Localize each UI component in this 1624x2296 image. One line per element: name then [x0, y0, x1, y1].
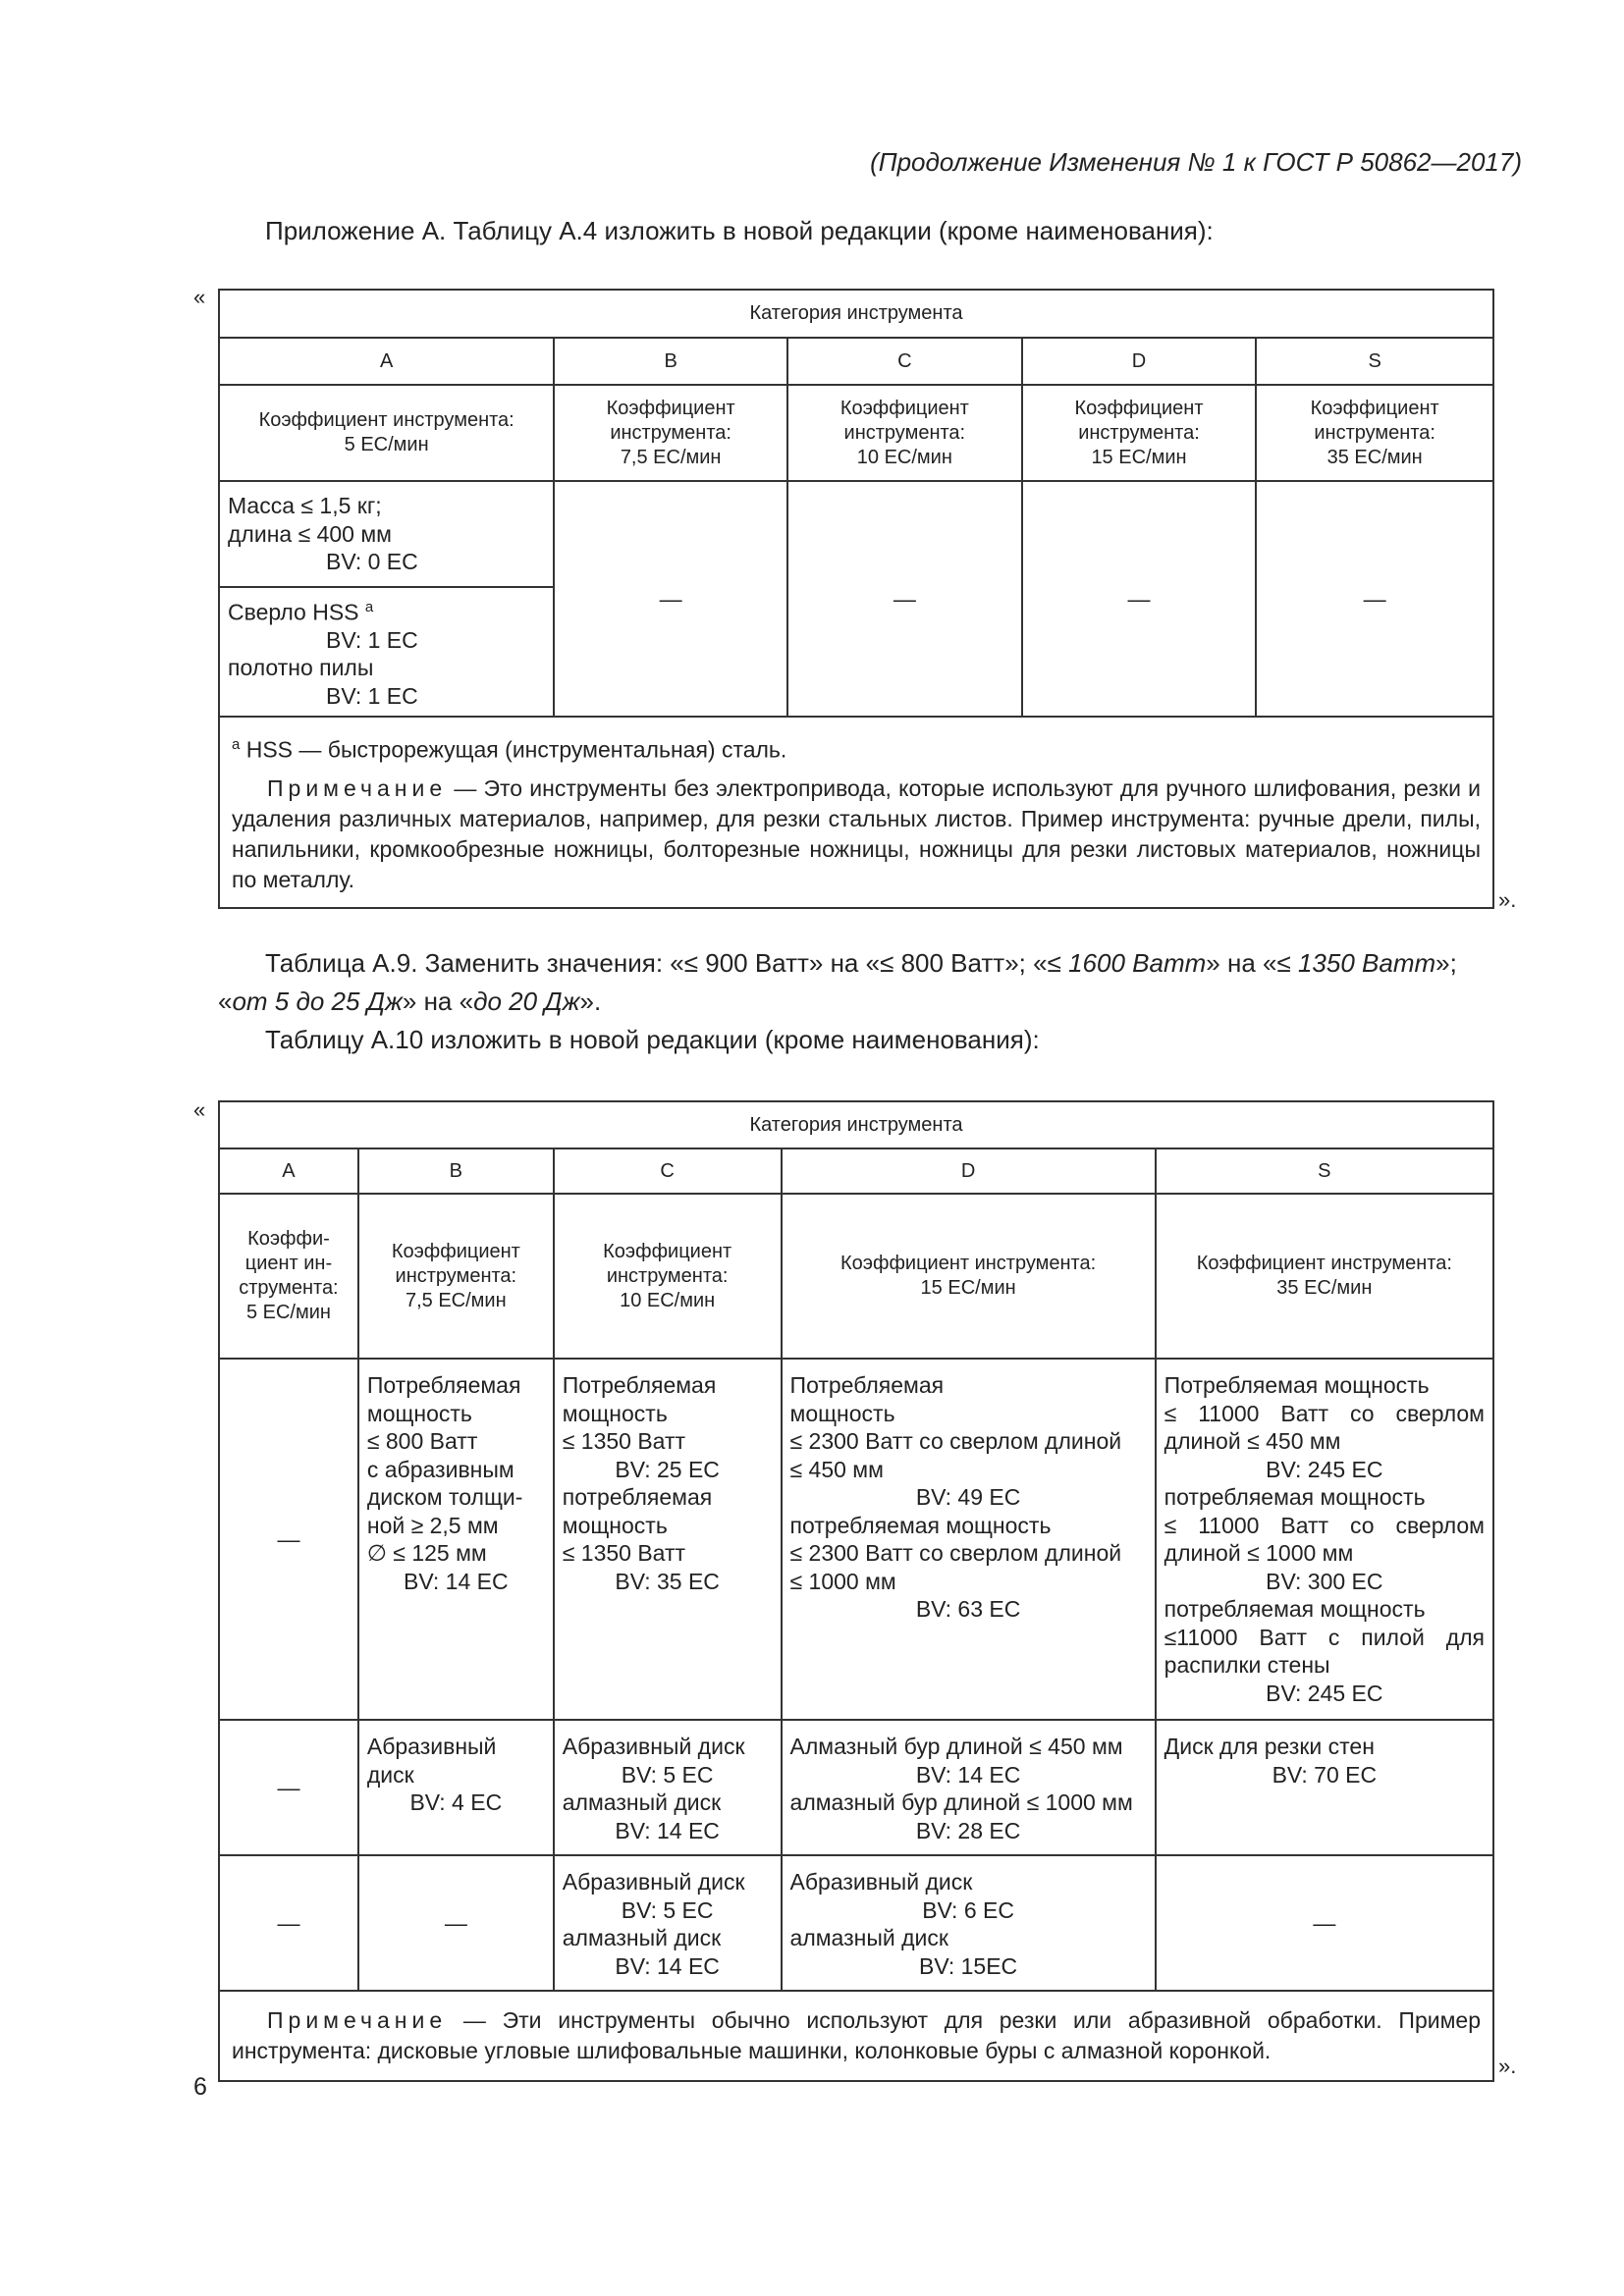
- table-a10-r1-d: [782, 1359, 1156, 1720]
- a9-text-1: Таблица А.9. Заменить значения: «≤ 900 Ватт» на «≤ 800 Ватт»; «: [265, 948, 1048, 978]
- a9-italic-2: ≤ 1350 Ватт: [1276, 948, 1436, 978]
- open-quote: «: [193, 285, 206, 309]
- table-a10-coef-c: Коэффициент инструмента: 10 ЕС/мин: [554, 1194, 782, 1359]
- table-a10-coef-b: Коэффициент инструмента: 7,5 ЕС/мин: [358, 1194, 554, 1359]
- table-a4-dash-d: —: [1022, 481, 1257, 717]
- table-a10-col-s: S: [1156, 1148, 1493, 1194]
- a9-text-2: » на «: [1206, 948, 1277, 978]
- a9-italic-1: ≤ 1600 Ватт: [1047, 948, 1207, 978]
- table-a4-col-s: S: [1256, 338, 1493, 385]
- cell-bv: BV: 14 ЕС: [615, 1817, 720, 1843]
- cell-bv: BV: 245 ЕС: [1266, 1456, 1383, 1482]
- row1-line1: Масса ≤ 1,5 кг;: [228, 493, 382, 519]
- cell-bv: BV: 49 ЕС: [915, 1484, 1021, 1510]
- table-a10-r3-c: [554, 1855, 782, 1991]
- cell-line: Потребляемая: [562, 1372, 717, 1398]
- table-a4-dash-b: —: [554, 481, 787, 717]
- note-text-2: — Эти инструменты обычно используют для резки или абразивной обработки. Пример инструмента: дисковые угловые шлифовальные машинки, колонковые буры с алмазной коронкой.: [232, 2007, 1481, 2063]
- table-a10: [218, 1100, 1494, 2082]
- cell-line: алмазный диск: [562, 1925, 722, 1950]
- table-a10-r2-b: [358, 1720, 554, 1855]
- table-a4-row2-a: [219, 587, 554, 717]
- cell-line: Абразивный диск: [562, 1734, 745, 1759]
- table-a10-r2-d: [782, 1720, 1156, 1855]
- table-a10-col-d: D: [782, 1148, 1156, 1194]
- table-a4-coef-c: Коэффициент инструмента: 10 ЕС/мин: [787, 385, 1022, 481]
- cell-line: мощность: [562, 1512, 668, 1538]
- table-a10-col-b: B: [358, 1148, 554, 1194]
- cell-line: ≤ 1000 мм: [789, 1568, 896, 1594]
- cell-line: диск: [366, 1761, 414, 1788]
- cell-line: алмазный диск: [789, 1925, 948, 1950]
- open-quote-2: «: [193, 1097, 206, 1122]
- table-a4-coef-d: Коэффициент инструмента: 15 ЕС/мин: [1022, 385, 1257, 481]
- table-a10-note: [219, 1991, 1493, 2081]
- cell-line: ≤ 2300 Ватт со сверлом длиной: [789, 1540, 1122, 1566]
- a9-italic-3: от 5 до 25 Дж: [232, 987, 403, 1016]
- cell-line: мощность: [366, 1400, 472, 1426]
- cell-bv: BV: 4 ЕС: [409, 1789, 503, 1815]
- table-a10-r1-a: —: [219, 1359, 358, 1720]
- cell-line: алмазный диск: [562, 1789, 722, 1815]
- cell-line: Потребляемая: [366, 1372, 521, 1398]
- page-number: 6: [193, 2073, 207, 2101]
- cell-line: Потребляемая мощность: [1164, 1372, 1430, 1398]
- row2-line1: Сверло HSS: [228, 599, 359, 625]
- table-a10-col-c: C: [554, 1148, 782, 1194]
- table-a4-coef-s: Коэффициент инструмента: 35 ЕС/мин: [1256, 385, 1493, 481]
- cell-line: Абразивный: [366, 1734, 497, 1759]
- cell-bv: BV: 14 ЕС: [615, 1952, 720, 1979]
- cell-line: мощность: [562, 1400, 668, 1426]
- cell-line: с абразивным: [366, 1456, 514, 1482]
- note-text: — Это инструменты без электропривода, которые используют для ручного шлифования, резки и удаления различных материалов, например, для резки стальных листов. Пример инструмента: ручные дрели, пилы, напильники, кромкообрезные ножницы, болторезные ножницы, ножницы для резки листовых материалов, ножницы по металлу.: [232, 774, 1481, 892]
- table-a10-coef-a: Коэффи- циент ин- струмента: 5 ЕС/мин: [219, 1194, 358, 1359]
- cell-bv: BV: 6 ЕС: [922, 1896, 1014, 1923]
- table-a10-r1-b: [358, 1359, 554, 1720]
- a9-text-3: »;: [1435, 948, 1457, 978]
- cell-bv: BV: 5 ЕС: [621, 1761, 714, 1788]
- table-a10-coef-d: Коэффициент инструмента: 15 ЕС/мин: [782, 1194, 1156, 1359]
- table-a10-r1-s: [1156, 1359, 1493, 1720]
- table-a10-r3-a: —: [219, 1855, 358, 1991]
- a9-line-2: [218, 983, 1529, 1021]
- a9-italic-4: до 20 Дж: [473, 987, 580, 1016]
- note-label: Примечание: [267, 774, 448, 801]
- cell-line: ≤ 1350 Ватт: [562, 1428, 686, 1454]
- table-a9-paragraph: [218, 944, 1529, 1021]
- cell-bv: BV: 15ЕС: [919, 1952, 1018, 1979]
- table-a4-coef-b: Коэффициент инструмента: 7,5 ЕС/мин: [554, 385, 787, 481]
- table-a10-coef-s: Коэффициент инструмента: 35 ЕС/мин: [1156, 1194, 1493, 1359]
- table-a10-r2-s: [1156, 1720, 1493, 1855]
- table-a4-col-c: C: [787, 338, 1022, 385]
- cell-bv: BV: 14 ЕС: [915, 1761, 1021, 1788]
- cell-line: ≤ 11000 Ватт со сверлом длиной ≤ 450 мм: [1164, 1400, 1485, 1454]
- cell-bv: BV: 25 ЕС: [615, 1456, 720, 1482]
- cell-line: ной ≥ 2,5 мм: [366, 1512, 499, 1538]
- table-a4-dash-c: —: [787, 481, 1022, 717]
- cell-bv: BV: 63 ЕС: [915, 1596, 1021, 1622]
- a9-text-6: ».: [579, 987, 602, 1016]
- table-a10-category-header: Категория инструмента: [219, 1101, 1493, 1148]
- row2-line2: полотно пилы: [228, 655, 374, 681]
- cell-line: ∅ ≤ 125 мм: [366, 1540, 487, 1566]
- cell-line: Диск для резки стен: [1164, 1734, 1375, 1759]
- table-a4-category-header: Категория инструмента: [219, 290, 1493, 338]
- cell-line: мощность: [789, 1400, 895, 1426]
- cell-line: ≤11000 Ватт с пилой для распилки стены: [1164, 1624, 1485, 1678]
- footnote-sup: a: [232, 736, 241, 753]
- continuation-header: (Продолжение Изменения № 1 к ГОСТ Р 50862—2017): [870, 147, 1522, 177]
- cell-line: диском толщи-: [366, 1484, 523, 1510]
- table-a10-r1-c: [554, 1359, 782, 1720]
- a9-text-4: «: [218, 987, 233, 1016]
- cell-line: потребляемая мощность: [1164, 1484, 1426, 1510]
- note-label-2: Примечание: [267, 2007, 448, 2033]
- cell-bv: BV: 300 ЕС: [1266, 1568, 1383, 1594]
- cell-bv: BV: 5 ЕС: [621, 1896, 714, 1923]
- table-a4-col-d: D: [1022, 338, 1257, 385]
- cell-bv: BV: 28 ЕС: [915, 1817, 1021, 1843]
- cell-bv: BV: 35 ЕС: [615, 1568, 720, 1594]
- table-a10-r2-a: —: [219, 1720, 358, 1855]
- cell-bv: BV: 70 ЕС: [1272, 1761, 1378, 1788]
- cell-line: Абразивный диск: [789, 1869, 973, 1895]
- footnote-text: HSS — быстрорежущая (инструментальная) сталь.: [245, 736, 787, 763]
- close-quote-2: ».: [1498, 2054, 1517, 2078]
- table-a4-notes: [219, 717, 1493, 908]
- cell-line: Абразивный диск: [562, 1869, 745, 1895]
- close-quote: ».: [1498, 887, 1517, 912]
- row1-bv: BV: 0 ЕС: [326, 549, 418, 575]
- cell-line: ≤ 450 мм: [789, 1456, 884, 1482]
- cell-line: ≤ 2300 Ватт со сверлом длиной: [789, 1428, 1122, 1454]
- footnote-marker: a: [364, 598, 374, 615]
- cell-line: потребляемая мощность: [789, 1512, 1052, 1538]
- cell-line: ≤ 1350 Ватт: [562, 1540, 686, 1566]
- table-a10-r3-b: —: [358, 1855, 554, 1991]
- cell-bv: BV: 245 ЕС: [1266, 1680, 1383, 1706]
- cell-line: потребляемая мощность: [1164, 1596, 1426, 1622]
- table-a4-row1-a: [219, 481, 554, 587]
- table-a10-r3-d: [782, 1855, 1156, 1991]
- cell-line: потребляемая: [562, 1484, 713, 1510]
- table-a4-coef-a: Коэффициент инструмента: 5 ЕС/мин: [219, 385, 554, 481]
- cell-bv: BV: 14 ЕС: [404, 1568, 509, 1594]
- intro-paragraph-a4: Приложение А. Таблицу А.4 изложить в новой редакции (кроме наименования):: [265, 216, 1214, 245]
- row2-bv1: BV: 1 ЕС: [326, 626, 418, 653]
- table-a4-col-a: A: [219, 338, 554, 385]
- row2-bv2: BV: 1 ЕС: [326, 682, 418, 709]
- intro-paragraph-a10: Таблицу А.10 изложить в новой редакции (кроме наименования):: [265, 1025, 1040, 1054]
- cell-line: Потребляемая: [789, 1372, 945, 1398]
- table-a10-r3-s: —: [1156, 1855, 1493, 1991]
- table-a4-dash-s: —: [1256, 481, 1493, 717]
- table-a10-col-a: A: [219, 1148, 358, 1194]
- table-a4-col-b: B: [554, 338, 787, 385]
- cell-line: ≤ 11000 Ватт со сверлом длиной ≤ 1000 мм: [1164, 1512, 1485, 1566]
- row1-line2: длина ≤ 400 мм: [228, 520, 392, 547]
- table-a10-r2-c: [554, 1720, 782, 1855]
- cell-line: Алмазный бур длиной ≤ 450 мм: [789, 1734, 1123, 1759]
- table-a4: [218, 289, 1494, 909]
- cell-line: ≤ 800 Ватт: [366, 1428, 478, 1454]
- a9-text-5: » на «: [402, 987, 474, 1016]
- cell-line: алмазный бур длиной ≤ 1000 мм: [789, 1789, 1133, 1815]
